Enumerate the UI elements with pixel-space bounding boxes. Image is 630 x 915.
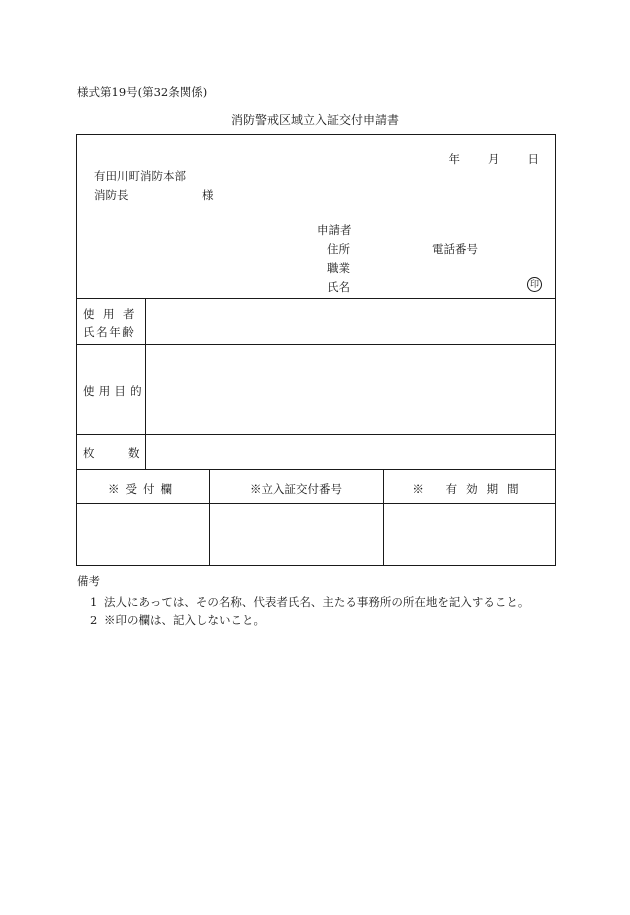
applicant-address-label: 住所: [327, 242, 350, 256]
addressee-title: 消防長: [94, 188, 129, 202]
purpose-label: 使用目的: [83, 384, 146, 398]
date-line: [449, 151, 540, 167]
applicant-name-label: 氏名: [327, 280, 350, 294]
applicant-label: 申請者: [317, 223, 352, 237]
date-month: 月: [488, 152, 500, 166]
user-label-line1: 使用者: [83, 307, 143, 321]
addressee-office: 有田川町消防本部: [94, 169, 186, 183]
applicant-phone-label: 電話番号: [432, 242, 478, 256]
permit-number-column-header: ※立入証交付番号: [250, 482, 342, 496]
note-item: 1 法人にあっては、その名称、代表者氏名、主たる事務所の所在地を記入すること。: [90, 595, 530, 609]
note-item: 2 ※印の欄は、記入しないこと。: [90, 613, 265, 627]
form-number: 様式第19号(第32条関係): [77, 85, 208, 99]
reception-column-header: ※受付欄: [108, 482, 178, 496]
count-label-char2: 数: [128, 446, 140, 460]
applicant-occupation-label: 職業: [327, 261, 350, 275]
seal-mark-icon: 印: [527, 277, 542, 292]
row-divider-bottom-header: [77, 469, 555, 470]
application-form-table: [76, 134, 556, 566]
count-label-char1: 枚: [83, 446, 95, 460]
form-title: 消防警戒区域立入証交付申請書: [230, 113, 399, 127]
row-divider-purpose: [77, 344, 555, 345]
date-day: 日: [527, 152, 539, 166]
row-divider-count: [77, 434, 555, 435]
user-label-line2: 氏名年齢: [83, 325, 136, 339]
date-year: 年: [448, 152, 460, 166]
honorific: 様: [202, 188, 214, 202]
row-divider-bottom-body: [77, 503, 555, 504]
row-divider-user: [77, 298, 555, 299]
validity-column-header: ※ 有効期間: [412, 482, 528, 496]
notes-title: 備考: [77, 574, 100, 588]
